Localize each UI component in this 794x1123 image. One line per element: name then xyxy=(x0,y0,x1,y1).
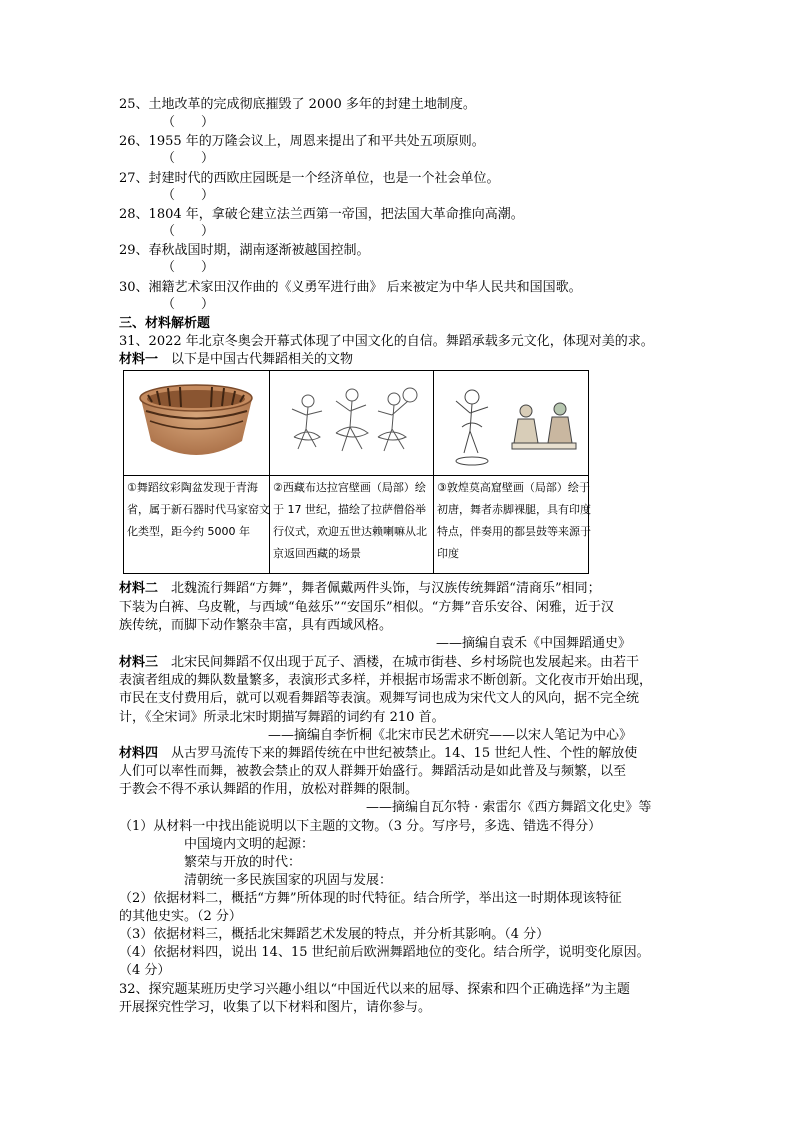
material-3-text: 北宋民间舞蹈不仅出现于瓦子、酒楼，在城市街巷、乡村场院也发展起来。由若干 xyxy=(158,655,640,670)
material-3-source: ——摘编自李忻桐《北宋市民艺术研究——以宋人笔记为中心》 xyxy=(268,728,633,743)
sub-question-1-item-2: 繁荣与开放的时代： xyxy=(184,855,302,870)
answer-blank-26[interactable]: （ ） xyxy=(162,151,215,166)
question-26: 26、1955 年的万隆会议上，周恩来提出了和平共处五项原则。 xyxy=(119,134,485,149)
question-32-line-2: 开展探究性学习，收集了以下材料和图片，请你参与。 xyxy=(119,1000,432,1015)
question-32-line-1: 32、探究题某班历史学习兴趣小组以“中国近代以来的屈辱、探索和四个正确选择”为主题 xyxy=(119,982,630,997)
answer-blank-30[interactable]: （ ） xyxy=(162,297,215,312)
sub-question-1: （1）从材料一中找出能说明以下主题的文物。（3 分。写序号，多选、错选不得分） xyxy=(119,819,602,834)
material-4-label: 材料四 xyxy=(119,746,159,761)
material-2-text: 北魏流行舞蹈“方舞”，舞者佩戴两件头饰，与汉族传统舞蹈“清商乐”相同； xyxy=(158,581,601,596)
material-4-line-2: 人们可以率性而舞，被教会禁止的双人群舞开始盛行。舞蹈活动是如此普及与频繁，以至 xyxy=(119,764,627,779)
question-27: 27、封建时代的西欧庄园既是一个经济单位，也是一个社会单位。 xyxy=(119,171,500,186)
material-2-source: ——摘编自袁禾《中国舞蹈通史》 xyxy=(436,636,632,651)
answer-blank-29[interactable]: （ ） xyxy=(162,260,215,275)
artifact-caption-2: ②西藏布达拉宫壁画（局部）绘于 17 世纪，描绘了拉萨僧俗举行仪式，欢迎五世达赖喇嘛从北京返回西藏的场景 xyxy=(273,481,427,560)
answer-blank-25[interactable]: （ ） xyxy=(162,115,215,130)
question-31-intro: 31、2022 年北京冬奥会开幕式体现了中国文化的自信。舞蹈承载多元文化，体现对美的求。 xyxy=(119,334,654,349)
artifact-caption-1: ①舞蹈纹彩陶盆发现于青海省，属于新石器时代马家窑文化类型，距今约 5000 年 xyxy=(127,481,270,538)
material-4-line-1 xyxy=(119,745,637,763)
dunhuang-mural-image xyxy=(434,371,590,475)
material-3-line-3: 市民在支付费用后，就可以观看舞蹈等表演。观舞写词也成为宋代文人的风向，据不完全统 xyxy=(119,691,640,706)
material-2-line-1 xyxy=(119,580,601,598)
answer-blank-27[interactable]: （ ） xyxy=(162,188,215,203)
question-28: 28、1804 年，拿破仑建立法兰西第一帝国，把法国大革命推向高潮。 xyxy=(119,207,524,222)
artifact-figure-table xyxy=(123,370,589,574)
material-4-line-3: 于教会不得不承认舞蹈的作用，放松对群舞的限制。 xyxy=(119,782,419,797)
sub-question-1-item-1: 中国境内文明的起源： xyxy=(184,837,315,852)
potala-mural-image xyxy=(270,371,433,475)
section-heading: 三、材料解析题 xyxy=(119,316,211,331)
material-4-source: ——摘编自瓦尔特 · 索雷尔《西方舞蹈文化史》等 xyxy=(366,800,652,815)
answer-blank-28[interactable]: （ ） xyxy=(162,224,215,239)
artifact-caption-3: ③敦煌莫高窟壁画（局部）绘于初唐，舞者赤脚裸腿，具有印度特点，伴奏用的都昙鼓等来源于印度 xyxy=(437,481,591,560)
material-1-label: 材料一 xyxy=(119,352,159,367)
question-29: 29、春秋战国时期，湖南逐渐被越国控制。 xyxy=(119,243,370,258)
material-2-label: 材料二 xyxy=(119,581,159,596)
sub-question-1-item-3: 清朝统一多民族国家的巩固与发展： xyxy=(184,873,393,888)
question-30: 30、湘籍艺术家田汉作曲的《义勇军进行曲》 后来被定为中华人民共和国国歌。 xyxy=(119,280,582,295)
sub-question-4-line-1: （4）依据材料四，说出 14、15 世纪前后欧洲舞蹈地位的变化。结合所学，说明变化原因。 xyxy=(119,945,650,960)
sub-question-3: （3）依据材料三，概括北宋舞蹈艺术发展的特点，并分析其影响。（4 分） xyxy=(119,927,550,942)
material-2-line-3: 族传统，而脚下动作繁杂丰富，具有西域风格。 xyxy=(119,618,393,633)
sub-question-2-line-1: （2）依据材料二，概括“方舞”所体现的时代特征。结合所学，举出这一时期体现该特征 xyxy=(119,891,622,906)
material-3-line-4: 计，《全宋词》所录北宋时期描写舞蹈的词约有 210 首。 xyxy=(119,710,445,725)
material-1-text: 以下是中国古代舞蹈相关的文物 xyxy=(158,352,354,367)
material-3-line-2: 表演者组成的舞队数量繁多，表演形式多样，并根据市场需求不断创新。文化夜市开始出现， xyxy=(119,673,653,688)
question-25: 25、土地改革的完成彻底摧毁了 2000 多年的封建土地制度。 xyxy=(119,97,476,112)
material-2-line-2: 下装为白裤、乌皮靴，与西域“龟兹乐”“安国乐”相似。“方舞”音乐安谷、闲雅，近于汉 xyxy=(119,600,614,615)
material-3-line-1 xyxy=(119,654,639,672)
sub-question-2-line-2: 的其他史实。（2 分） xyxy=(119,909,242,924)
pottery-basin-image xyxy=(124,371,269,475)
material-4-text: 从古罗马流传下来的舞蹈传统在中世纪被禁止。14、15 世纪人性、个性的解放使 xyxy=(158,746,638,761)
material-3-label: 材料三 xyxy=(119,655,159,670)
sub-question-4-line-2: （4 分） xyxy=(119,963,171,978)
material-1-line xyxy=(119,351,353,369)
